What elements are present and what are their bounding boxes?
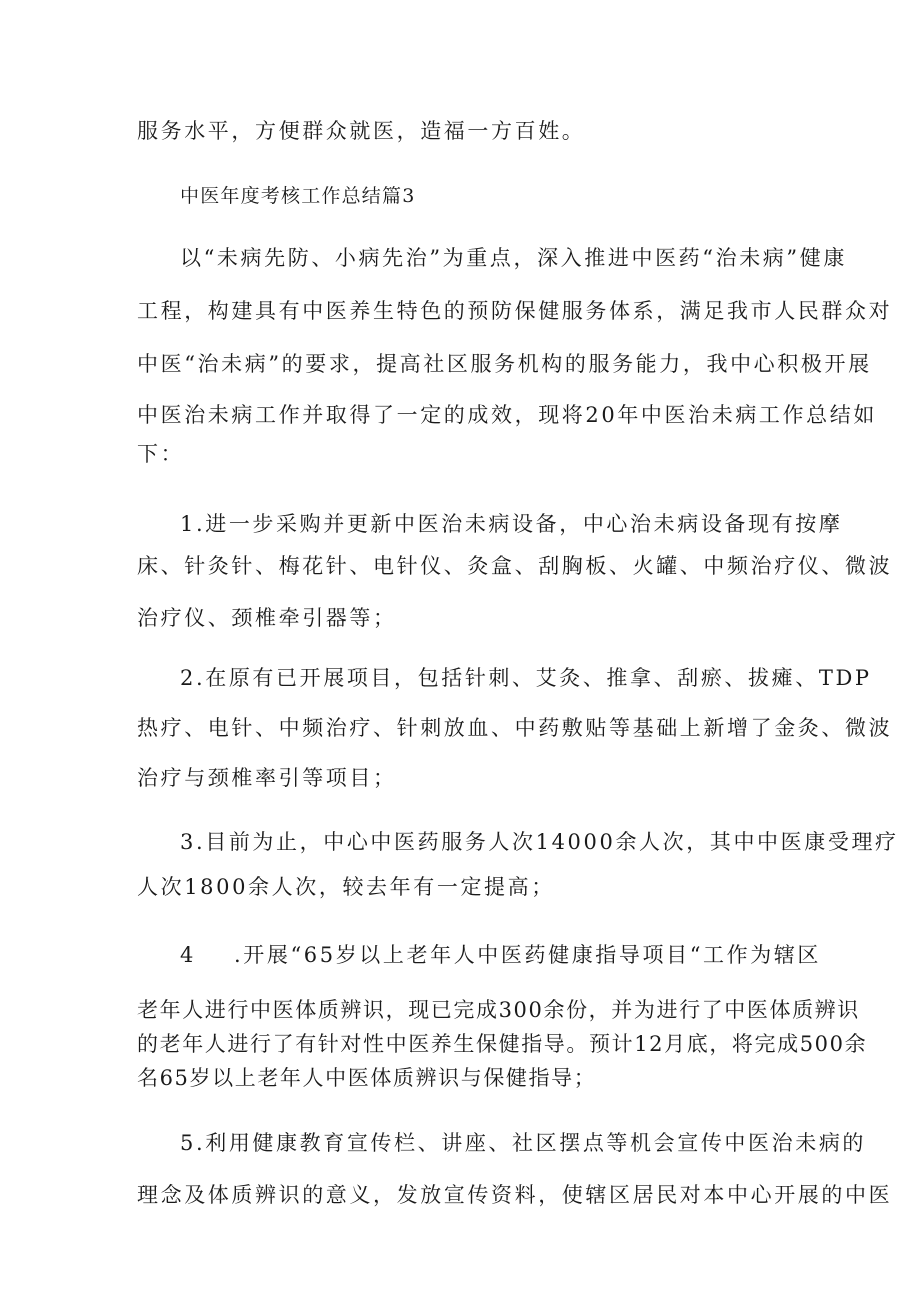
paragraph-line: 下： — [137, 442, 185, 466]
section-title: 中医年度考核工作总结篇3 — [180, 185, 416, 207]
paragraph-line: 服务水平，方便群众就医，造福一方百姓。 — [137, 119, 586, 143]
paragraph-line: 工程，构建具有中医养生特色的预防保健服务体系，满足我市人民群众对 — [137, 299, 893, 323]
list-item-1-line: 床、针灸针、梅花针、电针仪、灸盒、刮胸板、火罐、中频治疗仪、微波 — [137, 554, 893, 578]
list-item-2-line: 热疗、电针、中频治疗、针刺放血、中药敷贴等基础上新增了金灸、微波 — [137, 716, 893, 740]
list-item-1-line: 治疗仪、颈椎牵引器等； — [137, 606, 397, 630]
list-item-2-line: 2.在原有已开展项目，包括针刺、艾灸、推拿、刮瘀、拔瘫、TDP — [180, 666, 872, 690]
list-item-4-line: 的老年人进行了有针对性中医养生保健指导。预计12月底，将完成500余 — [137, 1032, 868, 1056]
list-item-2-line: 治疗与颈椎率引等项目； — [137, 766, 397, 790]
list-item-4-line — [180, 941, 821, 969]
paragraph-line: 中医“治未病”的要求，提高社区服务机构的服务能力，我中心积极开展 — [137, 352, 872, 376]
list-item-4-number: 4 — [180, 943, 196, 967]
paragraph-line: 以“未病先防、小病先治”为重点，深入推进中医药“治未病”健康 — [180, 246, 847, 270]
list-item-1-line: 1.进一步采购并更新中医治未病设备，中心治未病设备现有按摩 — [180, 512, 843, 536]
list-item-5-line: 理念及体质辨识的意义，发放宣传资料，使辖区居民对本中心开展的中医 — [137, 1183, 893, 1207]
list-item-4-text: .开展“65岁以上老年人中医药健康指导项目“工作为辖区 — [233, 943, 822, 967]
list-item-4-line: 老年人进行中医体质辨识，现已完成300余份，并为进行了中医体质辨识 — [137, 998, 860, 1022]
list-item-4-line: 名65岁以上老年人中医体质辨识与保健指导； — [137, 1066, 597, 1090]
list-item-5-line: 5.利用健康教育宣传栏、讲座、社区摆点等机会宣传中医治未病的 — [180, 1131, 867, 1155]
paragraph-line: 中医治未病工作并取得了一定的成效，现将20年中医治未病工作总结如 — [137, 403, 877, 427]
list-item-3-line: 人次1800余人次，较去年有一定提高； — [137, 875, 555, 899]
list-item-3-line: 3.目前为止，中心中医药服务人次14000余人次，其中中医康受理疗 — [180, 830, 899, 854]
